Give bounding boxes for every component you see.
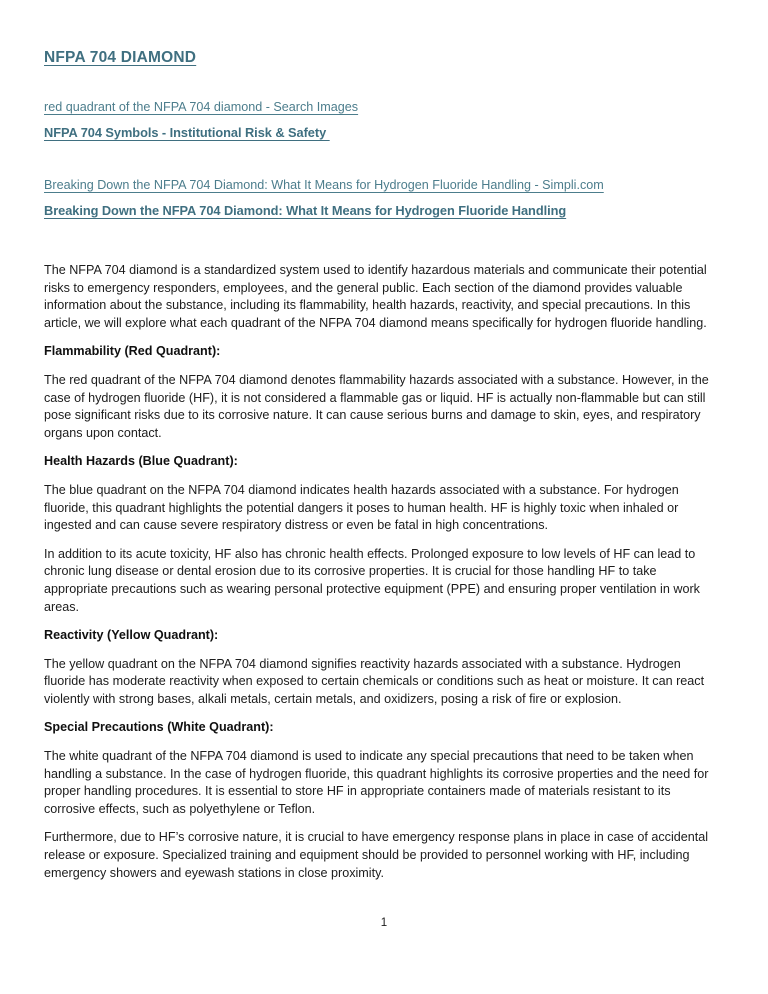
- section-paragraph-health-1: The blue quadrant on the NFPA 704 diamond indicates health hazards associated with a substance. For hydrogen fluoride, this quadrant highlights the potential dangers it poses to human health. HF is highly toxic when inhaled or ingested and can cause severe respiratory distress or even be fatal in high concentrations.: [44, 482, 679, 533]
- link-breaking-down-article[interactable]: Breaking Down the NFPA 704 Diamond: What It Means for Hydrogen Fluoride Handling: [44, 203, 567, 218]
- page-number: 1: [380, 917, 388, 929]
- section-heading-reactivity: Reactivity (Yellow Quadrant):: [44, 628, 219, 643]
- section-paragraph-flammability-1: The red quadrant of the NFPA 704 diamond denotes flammability hazards associated with a substance. However, in the case of hydrogen fluoride (HF), it is not considered a flammable gas or liquid. HF is actually non-flammable but can still pose significant risks due to its corrosive nature. It can cause serious burns and damage to skin, eyes, and respiratory organs upon contact.: [44, 372, 709, 440]
- article-body: [44, 262, 722, 882]
- link-group-secondary: [44, 176, 722, 220]
- section-paragraph-precautions-1: The white quadrant of the NFPA 704 diamond is used to indicate any special precautions that need to be taken when handling a substance. In the case of hydrogen fluoride, this quadrant highlights its corrosive properties and the need for proper handling procedures. It is essential to store HF in appropriate containers made of materials resistant to its corrosive effects, such as polyethylene or Teflon.: [44, 749, 709, 816]
- section-paragraph-reactivity-1: The yellow quadrant on the NFPA 704 diamond signifies reactivity hazards associated with a substance. Hydrogen fluoride has moderate reactivity when exposed to certain chemicals or conditions such as heat or moisture. It can react violently with strong bases, alkali metals, certain metals, and oxidizers, posing a risk of fire or explosion.: [44, 656, 705, 706]
- link-nfpa-704-symbols[interactable]: NFPA 704 Symbols - Institutional Risk & Safety: [44, 125, 330, 140]
- section-heading-flammability: Flammability (Red Quadrant):: [44, 344, 221, 359]
- title-block: [44, 48, 722, 68]
- section-heading-health-hazards: Health Hazards (Blue Quadrant):: [44, 454, 238, 469]
- section-paragraph-health-2: In addition to its acute toxicity, HF also has chronic health effects. Prolonged exposure to low levels of HF can lead to chronic lung disease or dental erosion due to its corrosive properties. It is crucial for those handling HF to take appropriate precautions such as wearing personal protective equipment (PPE) and ensuring proper ventilation in work areas.: [44, 546, 700, 614]
- link-breaking-down-simpli[interactable]: Breaking Down the NFPA 704 Diamond: What It Means for Hydrogen Fluoride Handling - Simpli.com: [44, 178, 604, 192]
- page-title[interactable]: NFPA 704 DIAMOND: [44, 49, 197, 66]
- link-group-primary: [44, 98, 722, 142]
- intro-paragraph: The NFPA 704 diamond is a standardized system used to identify hazardous materials and communicate their potential risks to emergency responders, employees, and the general public. Each section of the diamond provides valuable information about the substance, including its flammability, health hazards, reactivity, and special precautions. In this article, we will explore what each quadrant of the NFPA 704 diamond means specifically for hydrogen fluoride handling.: [44, 263, 707, 330]
- link-search-images[interactable]: red quadrant of the NFPA 704 diamond - Search Images: [44, 100, 359, 114]
- section-paragraph-precautions-2: Furthermore, due to HF’s corrosive nature, it is crucial to have emergency response plans in place in case of accidental release or exposure. Specialized training and equipment should be provided to personnel working with HF, including emergency showers and eyewash stations in close proximity.: [44, 830, 709, 880]
- section-heading-special-precautions: Special Precautions (White Quadrant):: [44, 720, 274, 735]
